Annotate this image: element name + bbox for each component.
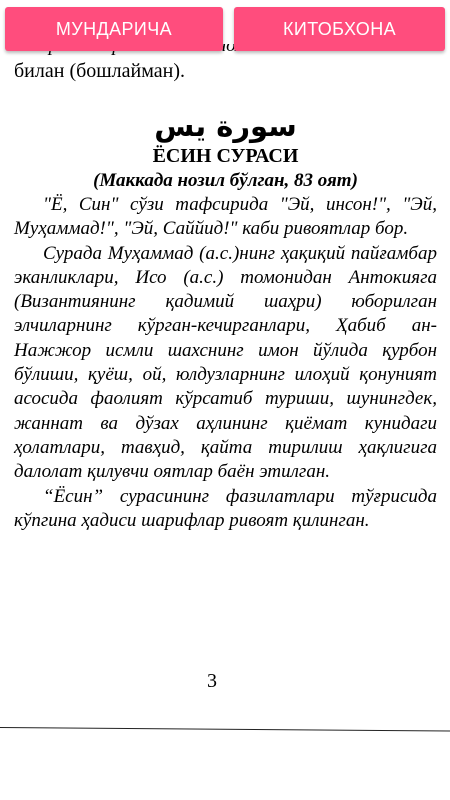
- arabic-surah-title: سورة يس: [154, 109, 297, 143]
- paragraph-1: "Ё, Син" сўзи тафсирида "Эй, инсон!", "Эй, Муҳаммад!", "Эй, Саййид!" каби ривоятлар бор.: [14, 194, 437, 240]
- library-button[interactable]: [234, 7, 445, 51]
- surah-subtitle: (Маккада нозил бўлган, 83 оят): [93, 170, 358, 191]
- contents-button-label: МУНДАРИЧА: [55, 18, 173, 39]
- page-bottom-edge: [0, 727, 450, 732]
- page-content: [14, 44, 437, 533]
- library-button-label: КИТОБХОНА: [282, 18, 397, 39]
- surah-title: ЁСИН СУРАСИ: [152, 145, 299, 167]
- intro-line: билан (бошлайман).: [14, 60, 185, 82]
- paragraph-2: Сурада Муҳаммад (а.с.)нинг ҳақиқий пайғамбар эканликлари, Исо (а.с.) томонидан Антокияга (Византиянинг қадимий шаҳри) юборилган элчиларнинг кўрган-кечирганлари, Ҳабиб ан-Нажжор исмли шахснинг имон йўлида қурбон бўлиши, қуёш, ой, юлдузларнинг илоҳий қонуният асосида фаолият кўрсатиб туриши, шунингдек, жаннат ва дўзах аҳлининг қиёмат кунидаги ҳолатлари, тавҳид, қайта тирилиш ҳақлигига далолат қилувчи оятлар баён этилган.: [14, 242, 437, 483]
- page-number: 3: [207, 670, 217, 692]
- paragraph-3: “Ёсин” сурасининг фазилатлари тўғрисида кўпгина ҳадиси шарифлар ривоят қилинган.: [14, 485, 437, 531]
- contents-button[interactable]: [5, 7, 223, 51]
